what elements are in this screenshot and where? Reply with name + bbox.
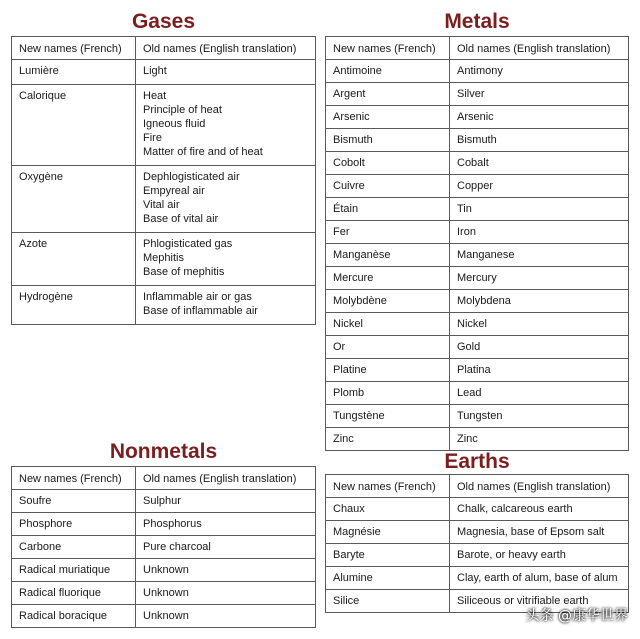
table-row	[326, 267, 629, 290]
old-name-line: Dephlogisticated air	[143, 171, 240, 183]
old-name-line: Empyreal air	[143, 185, 205, 197]
header-old-names: Old names (English translation)	[136, 467, 316, 490]
nonmetals-title: Nonmetals	[109, 440, 218, 463]
table-row	[326, 106, 629, 129]
new-name-cell: Mercure	[326, 267, 450, 290]
new-name-cell: Antimoine	[326, 60, 450, 83]
metals-header-row	[326, 37, 629, 60]
old-name-cell	[136, 233, 316, 286]
old-name-cell: Antimony	[450, 60, 629, 83]
header-new-names: New names (French)	[326, 37, 450, 60]
old-name-cell: Magnesia, base of Epsom salt	[450, 521, 629, 544]
old-name-cell: Nickel	[450, 313, 629, 336]
old-name-line: Vital air	[143, 199, 180, 211]
new-name-cell: Nickel	[326, 313, 450, 336]
old-name-cell: Chalk, calcareous earth	[450, 498, 629, 521]
table-row	[326, 382, 629, 405]
table-row	[12, 513, 316, 536]
new-name-cell: Zinc	[326, 428, 450, 451]
old-name-cell: Tin	[450, 198, 629, 221]
old-name-cell: Silver	[450, 83, 629, 106]
table-row	[12, 582, 316, 605]
metals-title: Metals	[444, 10, 510, 33]
new-name-cell: Plomb	[326, 382, 450, 405]
old-name-cell: Cobalt	[450, 152, 629, 175]
table-row	[12, 233, 316, 286]
table-row	[326, 544, 629, 567]
old-name-cell: Copper	[450, 175, 629, 198]
old-name-line: Principle of heat	[143, 104, 222, 116]
metals-table	[325, 36, 629, 451]
old-name-cell: Siliceous or vitrifiable earth	[450, 590, 629, 613]
old-name-cell: Sulphur	[136, 490, 316, 513]
table-row	[326, 428, 629, 451]
table-row	[326, 198, 629, 221]
nonmetals-table	[11, 466, 316, 628]
new-name-cell: Manganèse	[326, 244, 450, 267]
old-name-cell: Arsenic	[450, 106, 629, 129]
new-name-cell: Molybdène	[326, 290, 450, 313]
new-name-cell: Baryte	[326, 544, 450, 567]
new-name-cell: Argent	[326, 83, 450, 106]
new-name-cell: Alumine	[326, 567, 450, 590]
old-name-cell: Lead	[450, 382, 629, 405]
table-row	[326, 405, 629, 428]
old-name-cell: Pure charcoal	[136, 536, 316, 559]
table-row	[326, 521, 629, 544]
new-name-cell: Platine	[326, 359, 450, 382]
table-row	[12, 559, 316, 582]
new-name-cell: Radical muriatique	[12, 559, 136, 582]
new-name-cell: Phosphore	[12, 513, 136, 536]
table-row	[326, 221, 629, 244]
new-name-cell: Soufre	[12, 490, 136, 513]
watermark: 头条 @康华世界	[525, 608, 628, 624]
gases-title: Gases	[131, 10, 196, 33]
table-row	[12, 605, 316, 628]
table-row	[326, 359, 629, 382]
metals-section	[325, 10, 629, 451]
new-name-cell: Tungstène	[326, 405, 450, 428]
table-row	[12, 286, 316, 325]
table-row	[12, 60, 316, 85]
new-name-cell: Bismuth	[326, 129, 450, 152]
old-name-line: Base of vital air	[143, 213, 219, 225]
header-old-names: Old names (English translation)	[450, 37, 629, 60]
table-row	[326, 244, 629, 267]
old-name-cell	[136, 85, 316, 166]
old-name-line: Heat	[143, 90, 167, 102]
old-name-cell: Mercury	[450, 267, 629, 290]
old-name-cell	[136, 166, 316, 233]
old-name-cell: Unknown	[136, 559, 316, 582]
old-name-cell: Phosphorus	[136, 513, 316, 536]
old-name-line: Matter of fire and of heat	[143, 146, 263, 158]
earths-header-row	[326, 475, 629, 498]
gases-section	[11, 10, 316, 325]
table-row	[326, 313, 629, 336]
old-name-cell: Manganese	[450, 244, 629, 267]
new-name-cell: Fer	[326, 221, 450, 244]
new-name-cell: Radical fluorique	[12, 582, 136, 605]
new-name-cell: Lumière	[12, 60, 136, 85]
table-row	[12, 490, 316, 513]
table-row	[326, 567, 629, 590]
table-row	[12, 536, 316, 559]
new-name-cell: Étain	[326, 198, 450, 221]
old-name-cell: Clay, earth of alum, base of alum	[450, 567, 629, 590]
old-name-cell: Platina	[450, 359, 629, 382]
old-name-cell: Molybdena	[450, 290, 629, 313]
table-row	[326, 60, 629, 83]
old-name-cell: Barote, or heavy earth	[450, 544, 629, 567]
table-row	[12, 85, 316, 166]
table-row	[326, 498, 629, 521]
old-name-line: Base of mephitis	[143, 266, 225, 278]
table-row	[326, 83, 629, 106]
old-name-line: Inflammable air or gas	[143, 291, 252, 303]
new-name-cell: Cobolt	[326, 152, 450, 175]
new-name-cell: Cuivre	[326, 175, 450, 198]
old-name-cell	[136, 286, 316, 325]
new-name-cell: Hydrogène	[12, 286, 136, 325]
new-name-cell: Silice	[326, 590, 450, 613]
table-row	[326, 152, 629, 175]
old-name-cell: Zinc	[450, 428, 629, 451]
header-old-names: Old names (English translation)	[136, 37, 316, 60]
gases-table	[11, 36, 316, 325]
header-new-names: New names (French)	[326, 475, 450, 498]
new-name-cell: Azote	[12, 233, 136, 286]
table-row	[326, 336, 629, 359]
new-name-cell: Or	[326, 336, 450, 359]
earths-title: Earths	[444, 450, 510, 473]
table-row	[12, 166, 316, 233]
old-name-cell: Iron	[450, 221, 629, 244]
old-name-line: Light	[143, 65, 167, 77]
header-new-names: New names (French)	[12, 467, 136, 490]
old-name-line: Base of inflammable air	[143, 305, 258, 317]
table-row	[326, 290, 629, 313]
new-name-cell: Magnésie	[326, 521, 450, 544]
new-name-cell: Chaux	[326, 498, 450, 521]
new-name-cell: Carbone	[12, 536, 136, 559]
new-name-cell: Oxygène	[12, 166, 136, 233]
new-name-cell: Calorique	[12, 85, 136, 166]
table-row	[326, 175, 629, 198]
earths-section	[325, 450, 629, 613]
old-name-cell: Unknown	[136, 582, 316, 605]
old-name-cell: Unknown	[136, 605, 316, 628]
old-name-cell: Tungsten	[450, 405, 629, 428]
old-name-line: Igneous fluid	[143, 118, 206, 130]
old-name-line: Phlogisticated gas	[143, 238, 233, 250]
new-name-cell: Radical boracique	[12, 605, 136, 628]
table-row	[326, 129, 629, 152]
header-old-names: Old names (English translation)	[450, 475, 629, 498]
old-name-cell: Gold	[450, 336, 629, 359]
nonmetals-header-row	[12, 467, 316, 490]
gases-header-row	[12, 37, 316, 60]
new-name-cell: Arsenic	[326, 106, 450, 129]
old-name-line: Mephitis	[143, 252, 184, 264]
nonmetals-section	[11, 440, 316, 628]
earths-table	[325, 474, 629, 613]
old-name-cell	[136, 60, 316, 85]
old-name-line: Fire	[143, 132, 162, 144]
header-new-names: New names (French)	[12, 37, 136, 60]
old-name-cell: Bismuth	[450, 129, 629, 152]
